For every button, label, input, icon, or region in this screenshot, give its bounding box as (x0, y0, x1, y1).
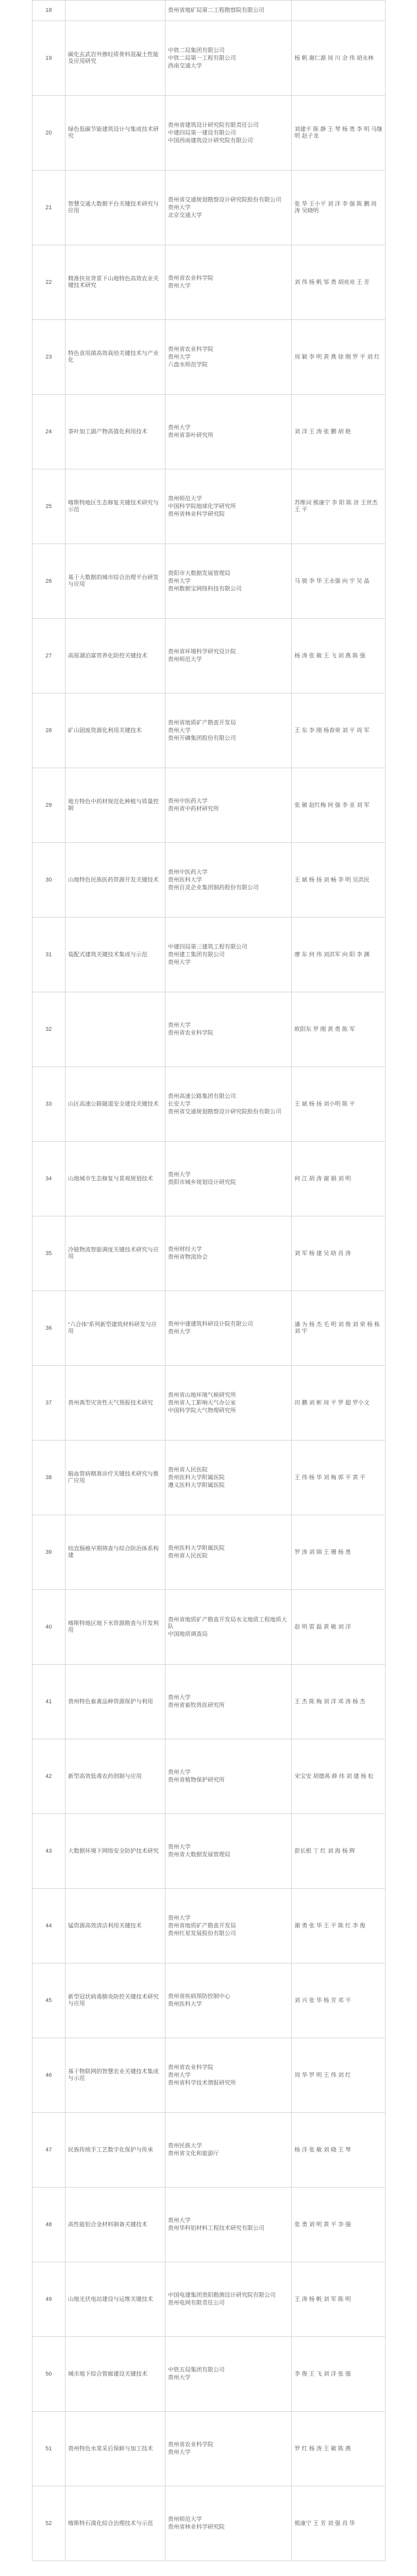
organization-name: 贵州大学 (168, 1694, 191, 1701)
cell-project: 绿色低碳节能建筑设计与集成技术研究 (65, 96, 165, 171)
organization-name: 贵州省地质矿产勘查开发局 (168, 719, 236, 726)
cell-people: 廖 东 何 伟 刘洪军 向 阳 李 渊 (292, 918, 386, 992)
organization-name: 贵州大学 (168, 1914, 191, 1921)
table-row (32, 1, 386, 21)
organization-name: 贵州大学 (168, 1329, 191, 1335)
table-row (32, 2188, 386, 2262)
cell-project: 贵州特色畜禽品种资源保护与利用 (65, 1665, 165, 1739)
cell-project: 喀斯特石漠化综合治理技术与示范 (65, 2486, 165, 2561)
table-row (32, 1889, 386, 1963)
organization-name: 贵阳市大数据发展管理局 (168, 570, 230, 577)
organization-name: 贵州财经大学 (168, 1246, 202, 1252)
cell-organizations (165, 21, 292, 96)
organization-name: 贵州大学 (168, 1844, 191, 1850)
table-row (32, 768, 386, 843)
cell-number: 41 (32, 1665, 65, 1739)
cell-organizations (165, 1366, 292, 1440)
organization-name: 中铁二局第一工程有限公司 (168, 55, 236, 61)
cell-organizations (165, 1889, 292, 1963)
organization-name: 贵州省建筑设计研究院有限责任公司 (168, 122, 259, 128)
cell-people: 宋宝安 胡德禹 薛 伟 刘 建 杨 松 (292, 1739, 386, 1814)
cell-organizations (165, 2486, 292, 2561)
cell-project: 精准扶贫背景下山地特色高效农业关键技术研究 (65, 245, 165, 320)
organization-name: 贵州省林业科学研究院 (168, 511, 225, 517)
organization-name: 贵州中医药大学 (168, 798, 208, 804)
organization-name: 贵州大学 (168, 1769, 191, 1775)
cell-people (292, 1, 386, 21)
cell-project: “六合体”系列新型建筑材料研发与应用 (65, 1291, 165, 1366)
cell-people: 彭长根 丁 红 刘 海 杨 辉 (292, 1814, 386, 1889)
cell-organizations (165, 469, 292, 544)
cell-organizations (165, 395, 292, 469)
cell-people: 罗 红 杨 涛 王 敏 陈 燕 (292, 2412, 386, 2486)
organization-name: 贵州大学 (168, 425, 191, 431)
organization-name: 贵州省山地环境气候研究所 (168, 1392, 236, 1398)
table-row (32, 1067, 386, 1142)
organization-name: 贵州省环境科学研究设计院 (168, 649, 236, 655)
cell-people: 王 涛 杨 帆 刘 军 陈 明 (292, 2262, 386, 2337)
organization-name: 贵州大学 (168, 204, 191, 211)
cell-people: 赵 明 雷 磊 黄 敏 刘 洋 (292, 1590, 386, 1665)
cell-number: 52 (32, 2486, 65, 2561)
organization-name: 中铁二局集团有限公司 (168, 47, 225, 54)
cell-project: 冷链物流智能调度关键技术研究与应用 (65, 1216, 165, 1291)
cell-organizations (165, 544, 292, 619)
organization-name: 贵州省科学技术情报研究所 (168, 2079, 236, 2086)
cell-people: 刘建平 陈 静 王 琴 杨 勇 李 明 马继明 赵子龙 (292, 96, 386, 171)
organization-name: 贵州医科大学附属医院 (168, 1474, 225, 1481)
cell-organizations (165, 1515, 292, 1590)
cell-organizations (165, 2113, 292, 2188)
cell-project: 贵州典型灾害性天气预报技术研究 (65, 1366, 165, 1440)
table-row (32, 1814, 386, 1889)
cell-project: 矿山固废资源化利用关键技术 (65, 693, 165, 768)
organization-name: 贵州大学 (168, 2072, 191, 2078)
table-row (32, 843, 386, 918)
table-row (32, 469, 386, 544)
table-row (32, 21, 386, 96)
cell-project: 大数据环境下网络安全防护技术研究 (65, 1814, 165, 1889)
cell-organizations (165, 1814, 292, 1889)
organization-name: 贵州省茶叶研究所 (168, 432, 213, 438)
cell-people: 王 东 李 刚 杨春荣 刘 平 周 军 (292, 693, 386, 768)
cell-organizations (165, 2337, 292, 2412)
organization-name: 贵州省农业科学院 (168, 275, 213, 281)
cell-number: 27 (32, 619, 65, 693)
cell-organizations (165, 2038, 292, 2113)
cell-project: 新型高效低毒农药创制与应用 (65, 1739, 165, 1814)
cell-people: 苏维词 熊康宁 李 阳 陈 浒 王世杰 王 平 (292, 469, 386, 544)
cell-number: 50 (32, 2337, 65, 2412)
cell-organizations (165, 992, 292, 1067)
organization-name: 西南交通大学 (168, 62, 202, 69)
organization-name: 贵州大学 (168, 1172, 191, 1178)
cell-project: 锰资源高效清洁利用关键技术 (65, 1889, 165, 1963)
organization-name: 贵州医科大学 (168, 2001, 202, 2007)
cell-organizations (165, 619, 292, 693)
cell-number: 23 (32, 320, 65, 395)
cell-number: 18 (32, 1, 65, 21)
cell-organizations (165, 1590, 292, 1665)
cell-organizations (165, 768, 292, 843)
organization-name: 中国科学院大气物理研究所 (168, 1407, 236, 1414)
cell-project: 地方特色中药材规范化种植与质量控制 (65, 768, 165, 843)
cell-number: 26 (32, 544, 65, 619)
cell-people: 张 敏 赵红梅 何 强 李 亚 刘 军 (292, 768, 386, 843)
cell-number: 19 (32, 21, 65, 96)
cell-project: 高性能铝合金材料制备关键技术 (65, 2188, 165, 2262)
organization-name: 贵州省交通规划勘察设计研究院股份有限公司 (168, 1108, 281, 1115)
cell-number: 48 (32, 2188, 65, 2262)
table-row (32, 96, 386, 171)
cell-number: 44 (32, 1889, 65, 1963)
table-row (32, 171, 386, 245)
cell-people: 田 鹏 刘 彬 周 平 罗 超 罗小文 (292, 1366, 386, 1440)
table-row (32, 544, 386, 619)
cell-organizations (165, 1739, 292, 1814)
cell-project (65, 992, 165, 1067)
cell-number: 24 (32, 395, 65, 469)
organization-name: 贵州师范大学 (168, 656, 202, 663)
cell-project: 山地特色民族医药资源开发关键技术 (65, 843, 165, 918)
cell-people: 刘 伟 杨 帆 邹 勇 胡亮亮 王 芳 (292, 245, 386, 320)
cell-people: 刘 军 杨 建 吴 晗 肖 涛 (292, 1216, 386, 1291)
cell-number: 37 (32, 1366, 65, 1440)
cell-organizations (165, 1440, 292, 1515)
cell-project: 特色食用菌高效栽培关键技术与产业化 (65, 320, 165, 395)
cell-number: 51 (32, 2412, 65, 2486)
cell-organizations (165, 1, 292, 21)
organization-name: 中国电建集团贵阳勘测设计研究院有限公司 (168, 2292, 276, 2298)
table-row (32, 1366, 386, 1440)
table-row (32, 2113, 386, 2188)
cell-number: 49 (32, 2262, 65, 2337)
organization-name: 中国地质调查局 (168, 1631, 208, 1637)
organization-name: 贵州医科大学 (168, 876, 202, 883)
table-row (32, 320, 386, 395)
cell-people: 杨 帆 谢仁源 周 川 余 伟 胡永林 (292, 21, 386, 96)
organization-name: 贵州省农业科学院 (168, 346, 213, 352)
cell-people: 周 华 罗 明 王 伟 刘 红 (292, 2038, 386, 2113)
table-row (32, 2038, 386, 2113)
cell-number: 22 (32, 245, 65, 320)
table-row (32, 2262, 386, 2337)
organization-name: 中铁五局集团有限公司 (168, 2367, 225, 2373)
table-row (32, 2412, 386, 2486)
organization-name: 贵州大学 (168, 727, 191, 734)
cell-people: 马 骏 李 华 王永强 向 宇 吴 晶 (292, 544, 386, 619)
cell-organizations (165, 918, 292, 992)
organization-name: 中建四局第三建筑工程有限公司 (168, 943, 247, 950)
cell-organizations (165, 245, 292, 320)
organization-name: 贵州省人工影响天气办公室 (168, 1399, 236, 1406)
organization-name: 贵州师范大学 (168, 2516, 202, 2522)
table-row (32, 1216, 386, 1291)
cell-number: 40 (32, 1590, 65, 1665)
cell-project: 装配式建筑关键技术集成与示范 (65, 918, 165, 992)
organization-name: 贵州数据宝网络科技有限公司 (168, 585, 242, 592)
organization-name: 贵州民族大学 (168, 2143, 202, 2149)
cell-number: 29 (32, 768, 65, 843)
cell-people: 何 江 胡 涛 谢 娟 刘 明 (292, 1142, 386, 1216)
organization-name: 贵州大学 (168, 2217, 191, 2224)
organization-name: 贵州省地质矿产勘查开发局水文地质工程地质大队 (168, 1616, 287, 1630)
cell-organizations (165, 2412, 292, 2486)
cell-people: 王 伟 杨 华 刘 梅 郭 平 黄 平 (292, 1440, 386, 1515)
organization-name: 贵州师范大学 (168, 495, 202, 502)
cell-number: 39 (32, 1515, 65, 1590)
organization-name: 贵州开磷集团股份有限公司 (168, 735, 236, 741)
table-row (32, 1142, 386, 1216)
organization-name: 贵州省中药材研究所 (168, 806, 219, 812)
cell-people: 李 俊 王 飞 刘 洋 张 强 (292, 2337, 386, 2412)
table-row (32, 1440, 386, 1515)
organization-name: 贵州省农业科学院 (168, 1030, 213, 1036)
cell-project: 山地光伏电站建设与运维关键技术 (65, 2262, 165, 2337)
organization-name: 贵州大学 (168, 353, 191, 360)
cell-project (65, 1, 165, 21)
cell-people: 张 勇 刘 明 黄 平 李 强 (292, 2188, 386, 2262)
cell-organizations (165, 171, 292, 245)
cell-people: 周 颖 李 明 黄 燕 徐 刚 罗 平 刘 红 (292, 320, 386, 395)
organization-name: 贵州省地矿局第二工程勘察院有限公司 (168, 7, 264, 13)
organization-name: 中国西南建筑设计研究院有限公司 (168, 137, 253, 144)
cell-project: 贵州特色水果采后保鲜与加工技术 (65, 2412, 165, 2486)
organization-name: 贵州省大数据发展管理局 (168, 1852, 230, 1858)
organization-name: 贵州大学 (168, 2375, 191, 2381)
cell-project: 新型冠状病毒肺炎防控关键技术研究与应用 (65, 1963, 165, 2038)
cell-number: 36 (32, 1291, 65, 1366)
cell-project: 智慧交通大数据平台关键技术研究与应用 (65, 171, 165, 245)
organization-name: 贵州省疾病预防控制中心 (168, 1993, 230, 1999)
cell-people: 欧阳东 罗 刚 黄 勇 陈 军 (292, 992, 386, 1067)
table-row (32, 395, 386, 469)
organization-name: 贵州中医药大学 (168, 869, 208, 875)
table-row (32, 1665, 386, 1739)
cell-project: 高原湖泊富营养化防控关键技术 (65, 619, 165, 693)
cell-people: 张 华 王小平 刘 洋 李 强 陈 鹏 周 涛 吴晓明 (292, 171, 386, 245)
cell-number: 38 (32, 1440, 65, 1515)
cell-people: 罗 涛 刘 锦 王 珊 杨 勇 (292, 1515, 386, 1590)
organization-name: 遵义医科大学附属医院 (168, 1482, 225, 1488)
organization-name: 贵州红星发展股份有限公司 (168, 1930, 236, 1937)
cell-number: 25 (32, 469, 65, 544)
cell-project: 茶叶加工副产物高值化利用技术 (65, 395, 165, 469)
organization-name: 中国科学院地球化学研究所 (168, 503, 236, 510)
organization-name: 贵州大学 (168, 2449, 191, 2455)
cell-number: 46 (32, 2038, 65, 2113)
cell-organizations (165, 1665, 292, 1739)
cell-people: 潘 为 杨 杰 毛 明 刘 俊 刘 荣 杨 栋 刘 宇 (292, 1291, 386, 1366)
cell-number: 20 (32, 96, 65, 171)
cell-people: 刘 洋 王 涛 张 鹏 胡 艳 (292, 395, 386, 469)
cell-people: 王 杰 陈 梅 刘 洋 邓 涛 杨 杰 (292, 1665, 386, 1739)
cell-number: 30 (32, 843, 65, 918)
organization-name: 贵州省物流协会 (168, 1254, 208, 1260)
organization-name: 贵州省文化和旅游厅 (168, 2150, 219, 2157)
organization-name: 贵州医科大学附属医院 (168, 1545, 225, 1551)
cell-organizations (165, 1291, 292, 1366)
cell-project: 喀斯特地区生态修复关键技术研究与示范 (65, 469, 165, 544)
cell-project: 基于物联网的智慧农业关键技术集成与示范 (65, 2038, 165, 2113)
organization-name: 贵州中建建筑科研设计院有限公司 (168, 1321, 253, 1327)
cell-people: 刘 兴 张 华 杨 芳 邓 平 (292, 1963, 386, 2038)
cell-organizations (165, 2262, 292, 2337)
table-row (32, 1590, 386, 1665)
cell-number: 32 (32, 992, 65, 1067)
cell-project: 碳化玄武岩外掺轻质骨料混凝土性能及应用研究 (65, 21, 165, 96)
organization-name: 中建四局第一建设有限公司 (168, 129, 236, 136)
cell-number: 35 (32, 1216, 65, 1291)
cell-organizations (165, 320, 292, 395)
cell-project: 基于大数据的城市综合治理平台研发与应用 (65, 544, 165, 619)
organization-name: 贵州高速公路集团有限公司 (168, 1093, 236, 1099)
cell-number: 42 (32, 1739, 65, 1814)
cell-project: 脑血管病精准诊疗关键技术研究与推广应用 (65, 1440, 165, 1515)
organization-name: 贵州省地质矿产勘查开发局 (168, 1922, 236, 1929)
organization-name: 贵州大学 (168, 578, 191, 584)
organization-name: 贵州省植物保护研究所 (168, 1777, 225, 1783)
cell-people: 熊康宁 王 芳 刘 强 肖 华 (292, 2486, 386, 2561)
table-row (32, 1515, 386, 1590)
award-table (32, 0, 386, 2561)
cell-project: 山地城市生态修复与景观规划技术 (65, 1142, 165, 1216)
cell-people: 谢 勇 张 华 王 平 陈 红 李 俊 (292, 1889, 386, 1963)
cell-number: 47 (32, 2113, 65, 2188)
organization-name: 贵州大学 (168, 959, 191, 965)
cell-number: 28 (32, 693, 65, 768)
organization-name: 北京交通大学 (168, 212, 202, 218)
cell-organizations (165, 1963, 292, 2038)
organization-name: 贵州省农业科学院 (168, 2064, 213, 2071)
cell-number: 31 (32, 918, 65, 992)
organization-name: 贵州大学 (168, 1022, 191, 1028)
organization-name: 贵州省畜牧兽医研究所 (168, 1702, 225, 1708)
table-row (32, 1739, 386, 1814)
organization-name: 贵州省人民医院 (168, 1466, 208, 1473)
cell-people: 杨 洋 张 敏 刘 晓 王 琴 (292, 2113, 386, 2188)
cell-project: 山区高速公路隧道安全建设关键技术 (65, 1067, 165, 1142)
cell-organizations (165, 1216, 292, 1291)
organization-name: 贵州华科铝材料工程技术研究有限公司 (168, 2225, 264, 2231)
organization-name: 六盘水师范学院 (168, 361, 208, 368)
cell-project: 城市地下综合管廊建设关键技术 (65, 2337, 165, 2412)
cell-people: 杨 涛 张 敏 王 飞 刘 燕 陈 强 (292, 619, 386, 693)
table-row (32, 992, 386, 1067)
table-row (32, 1963, 386, 2038)
table-row (32, 2337, 386, 2412)
organization-name: 贵州建工集团有限公司 (168, 951, 225, 958)
cell-project: 民族传统手工艺数字化保护与传承 (65, 2113, 165, 2188)
organization-name: 贵州大学 (168, 283, 191, 289)
organization-name: 长安大学 (168, 1100, 191, 1107)
table-row (32, 1291, 386, 1366)
cell-number: 45 (32, 1963, 65, 2038)
organization-name: 贵州百灵企业集团制药股份有限公司 (168, 884, 259, 891)
cell-organizations (165, 843, 292, 918)
table-row (32, 2486, 386, 2561)
table-row (32, 619, 386, 693)
organization-name: 贵州省交通规划勘察设计研究院股份有限公司 (168, 196, 281, 203)
cell-people: 王 斌 杨 扬 刘小明 陈 平 (292, 1067, 386, 1142)
cell-number: 43 (32, 1814, 65, 1889)
table-row (32, 245, 386, 320)
organization-name: 贵州电网有限责任公司 (168, 2300, 225, 2306)
cell-people: 王 斌 杨 扬 刘 畅 李 明 吴洪民 (292, 843, 386, 918)
cell-organizations (165, 2188, 292, 2262)
table-row (32, 918, 386, 992)
cell-number: 33 (32, 1067, 65, 1142)
cell-project: 结直肠癌早期筛查与综合防治体系构建 (65, 1515, 165, 1590)
organization-name: 贵州省农业科学院 (168, 2442, 213, 2448)
cell-organizations (165, 1142, 292, 1216)
cell-project: 喀斯特地区地下水资源勘查与开发利用 (65, 1590, 165, 1665)
organization-name: 贵阳市城乡规划设计研究院 (168, 1179, 236, 1185)
cell-organizations (165, 1067, 292, 1142)
cell-organizations (165, 96, 292, 171)
cell-number: 34 (32, 1142, 65, 1216)
table-row (32, 693, 386, 768)
organization-name: 贵州省林业科学研究院 (168, 2524, 225, 2530)
cell-organizations (165, 693, 292, 768)
organization-name: 贵州省人民医院 (168, 1553, 208, 1559)
cell-number: 21 (32, 171, 65, 245)
